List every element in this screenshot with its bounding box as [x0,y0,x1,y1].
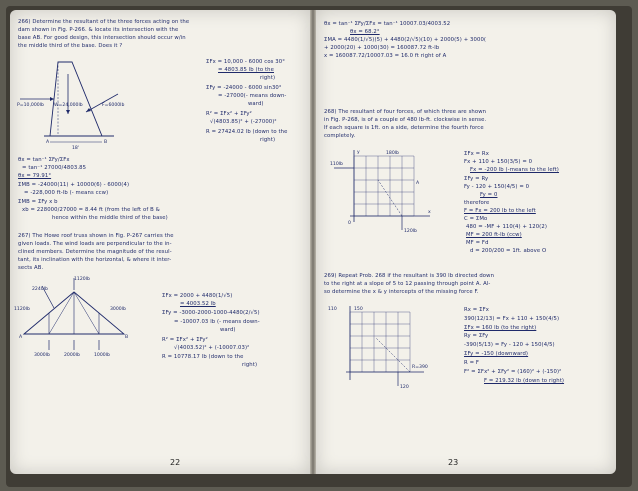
label-1000: 1000lb [94,353,110,358]
grid-figure-269 [326,302,436,394]
p268-sol-6: Fy = 0 [480,192,498,198]
grid-lines-268 [354,156,414,216]
p267-line-2: given loads. The wind loads are perpendicular to the in- [18,241,172,247]
p266-sol-l5: = -228,000 ft-lb (- means ccw) [24,190,109,196]
p269-line-2: to the right at a slope of 5 to 12 passing through point A. Al- [324,281,491,287]
p269-line-1: 269) Repeat Prob. 268 if the resultant is 390 lb directed down [324,273,495,279]
left-page [10,10,310,474]
p269-sol-6: ΣFy = -150 (downward) [464,351,529,357]
p266-line-3: base AB. For good design, this intersection should occur w/in [18,35,186,41]
label-o-268: 0 [348,221,351,226]
p266-line-4: the middle third of the base. Does it ? [18,43,123,49]
p268-sol-5: Fy - 120 + 150(4/5) = 0 [464,184,530,190]
p268-sol-1: ΣFx = Rx [464,151,489,157]
p269-sol-4: Ry = ΣFy [464,333,489,339]
p267-line-1: 267) The Howe roof truss shown in Fig. P-267 carries the [18,233,174,239]
grid-figure-268 [330,146,440,236]
label-1120-left: 1120lb [14,307,30,312]
p268-sol-10: 480 = -MF + 110(4) + 120(2) [466,224,547,230]
p268-line-4: completely. [324,133,356,139]
p268-sol-2: Fx + 110 + 150(3/5) = 0 [464,159,533,165]
p268-sol-13: d = 200/200 = 1ft. above O [470,248,547,254]
force-f-head [86,108,91,112]
p268-sol-12: MF = Fd [466,240,489,246]
p269-line-3: so determine the x & y intercepts of the missing force F. [324,289,479,295]
p266-sol-l2: = tan⁻¹ 27000/4803.85 [22,165,87,171]
p268-sol-9: C = ΣMo [464,216,488,222]
rp-top-5: x = 160087.72/10007.03 = 16.0 ft right of A [324,53,447,59]
p266-sol-r9: R = 27424.02 lb (down to the [206,129,288,135]
p268-line-2: in Fig. P-268, is of a couple of 480 lb-ft. clockwise in sense. [324,117,487,123]
rp-top-2: θx = 68.2° [350,29,380,35]
label-b-truss: B [125,335,129,340]
p269-sol-2: 390(12/13) = Fx + 110 + 150(4/5) [464,316,560,322]
p266-sol-r6: ward) [248,101,264,107]
p267-line-4: tant, its inclination with the horizontal, & where it inter- [18,257,172,263]
p268-line-3: If each square is 1ft. on a side, determine the fourth force [324,125,484,131]
force-150-line [376,338,410,372]
p267-sol-9: right) [242,362,258,368]
p266-sol-l1: θx = tan⁻¹ ΣFy/ΣFx [18,157,70,163]
rp-top-3: ΣMA = 4480(1/√5)(5) + 4480(2/√5)(10) + 2000(5) + 3000( [324,37,487,43]
label-180: 180lb [386,151,399,156]
p269-sol-3: ΣFx = 160 lb (to the right) [464,325,537,331]
p266-sol-r10: right) [260,137,276,143]
p267-sol-7: √(4003.52)² + (-10007.03)² [174,345,250,351]
label-2000: 2000lb [64,353,80,358]
p268-line-1: 268) The resultant of four forces, of which three are shown [324,109,487,115]
p268-sol-7: therefore [464,200,490,206]
p268-sol-8: F = Fx = 200 lb to the left [464,208,536,214]
label-p: P=10,000lb [17,103,44,108]
p267-sol-8: R = 10778.17 lb (down to the [162,354,244,360]
p266-sol-l3: θx = 79.91° [18,173,52,179]
p266-sol-l8: hence within the middle third of the base) [52,215,168,221]
p268-sol-11: MF = 200 ft-lb (ccw) [466,232,522,238]
p267-sol-3: ΣFy = -3000-2000-1000-4480(2/√5) [162,310,260,316]
p266-sol-r1: ΣFx = 10,000 - 6000 cos 30° [206,59,285,65]
label-3000: 3000lb [110,307,126,312]
label-w: W=24,000lb [54,103,83,108]
p267-sol-1: ΣFx = 2000 + 4480(1/√5) [162,293,233,299]
rp-top-1: θx = tan⁻¹ ΣFy/ΣFx = tan⁻¹ 10007.03/4003.52 [324,21,451,27]
label-150-269: 150 [354,307,363,312]
rp-top-4: + 2000(20) + 1000(30) = 160087.72 ft-lb [324,45,440,51]
label-a: A [46,140,50,145]
p266-sol-r2: = 4803.85 lb (to the [218,67,274,73]
truss-figure [14,274,134,358]
right-page [316,10,616,474]
p267-sol-4: = -10007.03 lb (- means down- [174,319,260,325]
dam-figure [14,54,154,152]
p266-sol-r3: right) [260,75,276,81]
truss-diag-2 [74,292,99,334]
p266-line-1: 266) Determine the resultant of the three forces acting on the [18,19,190,25]
label-120-269: 120 [400,385,409,390]
p266-sol-r5: = -27000(- means down- [218,93,287,99]
label-y-268: y [357,150,360,155]
label-b: B [104,140,108,145]
page-number-22: 22 [170,458,181,467]
p267-sol-5: ward) [220,327,236,333]
p266-sol-r8: √(4803.85)² + (-27000)² [210,119,277,125]
p269-sol-7: R = F [464,360,480,366]
label-110-269: 110 [328,307,337,312]
p268-sol-4: ΣFy = Ry [464,176,489,182]
label-1120-top: 1120lb [74,277,90,282]
page-number-23: 23 [448,458,459,467]
label-2240: 2240lb [32,287,48,292]
truss-diag-1 [49,292,74,334]
label-a-268: A [416,181,420,186]
label-r390: R=390 [412,365,428,370]
label-3000-bottom: 3000lb [34,353,50,358]
p267-sol-6: R² = ΣFx² + ΣFy² [162,337,208,343]
p266-sol-r7: R² = ΣFx² + ΣFy² [206,111,252,117]
p267-sol-2: = 4003.52 lb [180,301,216,307]
p269-sol-1: Rx = ΣFx [464,307,489,313]
label-110: 110lb [330,162,343,167]
label-120: 120lb [404,229,417,234]
force-w-head [66,110,70,114]
label-x-268: x [428,210,431,215]
label-a-truss: A [19,335,23,340]
label-f: F=6000lb [102,103,125,108]
p267-line-5: sects AB. [18,265,44,271]
p266-sol-l7: xb = 228000/27000 = 8.44 ft (from the left of B & [22,207,160,213]
label-18: 18' [72,146,80,151]
p267-line-3: clined members. Determine the magnitude of the resul- [18,249,172,255]
p266-sol-r4: ΣFy = -24000 - 6000 sin30° [206,85,282,91]
p266-sol-l6: ΣMB = ΣFy x b [18,199,58,205]
p268-sol-3: Fx = -200 lb (-means to the left) [470,167,559,173]
p266-sol-l4: ΣMB = -24000(11) + 10000(6) - 6000(4) [18,182,130,188]
p269-sol-9: F = 219.32 lb (down to right) [484,378,565,384]
p269-sol-5: -390(5/13) = Fy - 120 + 150(4/5) [464,342,555,348]
p266-line-2: dam shown in Fig. P-266. & locate its intersection with the [18,27,179,33]
p269-sol-8: F² = ΣFx² + ΣFy² = (160)² + (-150)² [464,369,562,375]
